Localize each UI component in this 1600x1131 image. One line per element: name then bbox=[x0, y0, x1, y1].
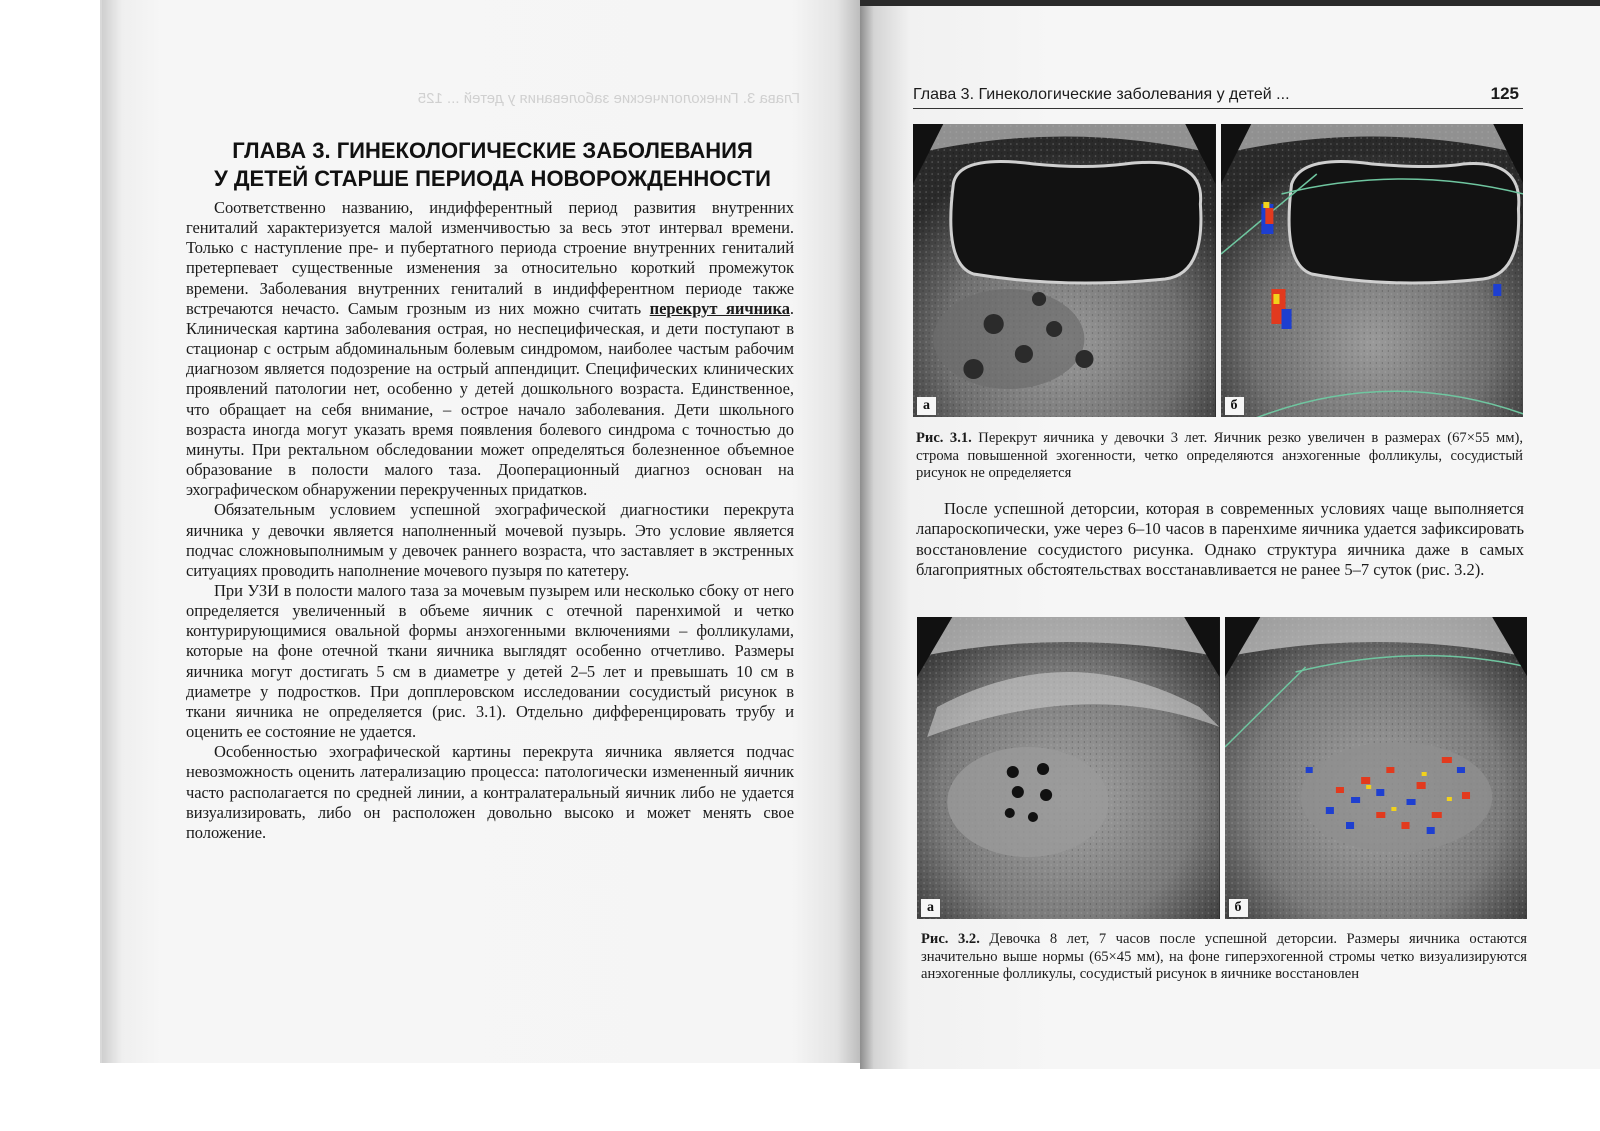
right-body-text bbox=[916, 499, 1524, 581]
bleed-through-header: Глава 3. Гинекологические заболевания у детей ... 125 bbox=[417, 90, 800, 107]
panel-label-a: а bbox=[921, 899, 940, 917]
caption-ref-3-2: Рис. 3.2. bbox=[921, 931, 980, 947]
running-head bbox=[913, 86, 1523, 109]
ultrasound-image-3-2b bbox=[1225, 617, 1528, 919]
chapter-title bbox=[185, 137, 800, 193]
panel-label-b: б bbox=[1229, 899, 1248, 917]
figure-3-2 bbox=[917, 617, 1527, 919]
panel-label-a: а bbox=[917, 397, 936, 415]
paragraph-1: Соответственно названию, индифферентный период развития внутренних гениталий характеризуется малой изменчивостью за весь этот интервал времени. Только с наступление пре- и пубертатного периода строение внутренних гениталий претерпевает существенные изменения за относительно короткий промежуток времени. Заболевания внутренних гениталий в индифферентном периоде также встречаются нечасто. Самым грозным из них можно считать перекрут яичника. Клиническая картина заболевания острая, но неспецифическая, и дети поступают в стационар с острым абдоминальным болевым синдромом, наиболее частым рабочим диагнозом является подозрение на острый аппендицит. Специфических клинических проявлений патологии нет, особенно у детей дошкольного возраста. Единственное, что обращает на себя внимание, – острое начало заболевания. Дети школьного возраста иногда могут указать время появления болевого синдрома с точностью до минуты. При ректальном обследовании может определяться болезненное объемное образование в полости малого таза. Дооперационный диагноз основан на эхографическом обнаружении перекрученных придатков. bbox=[186, 198, 794, 500]
paragraph-2: Обязательным условием успешной эхографической диагностики перекрута яичника у девочки является наполненный мочевой пузырь. Это условие является подчас сложновыполнимым у девочек раннего возраста, что заставляет в экстренных ситуациях проводить наполнение мочевого пузыря по катетеру. bbox=[186, 500, 794, 580]
page-number: 125 bbox=[1490, 84, 1519, 103]
caption-ref-3-1: Рис. 3.1. bbox=[916, 430, 972, 446]
ultrasound-image-3-1b bbox=[1221, 124, 1524, 417]
left-body-text bbox=[186, 198, 794, 843]
key-term-ovarian-torsion: перекрут яичника bbox=[649, 298, 790, 318]
running-head-title: Глава 3. Гинекологические заболевания у детей ... bbox=[913, 86, 1290, 103]
panel-label-b: б bbox=[1225, 397, 1244, 415]
ultrasound-image-3-1a bbox=[913, 124, 1216, 417]
figure-3-1 bbox=[913, 124, 1523, 417]
figure-3-1-caption: Рис. 3.1. Перекрут яичника у девочки 3 лет. Яичник резко увеличен в размерах (67×55 мм), строма повышенной эхогенности, четко определяются анэхогенные фолликулы, сосудистый рисунок не определяется bbox=[916, 430, 1523, 481]
ultrasound-image-3-2a bbox=[917, 617, 1220, 919]
figure-3-2-caption: Рис. 3.2. Девочка 8 лет, 7 часов после успешной деторсии. Размеры яичника остаются значительно выше нормы (65×45 мм), на фоне гиперэхогенной стромы четко визуализируются анэхогенные фолликулы, сосудистый рисунок в яичнике восстановлен bbox=[921, 931, 1527, 982]
paragraph-4: Особенностью эхографической картины перекрута яичника является подчас невозможность оценить латерализацию процесса: патологически измененный яичник часто располагается по средней линии, а контралатеральный яичник либо не удается визуализировать, либо он расположен довольно высоко и может менять свое положение. bbox=[186, 742, 794, 842]
chapter-title-line-2: У ДЕТЕЙ СТАРШЕ ПЕРИОДА НОВОРОЖДЕННОСТИ bbox=[214, 166, 771, 191]
paragraph-detorsion: После успешной деторсии, которая в современных условиях чаще выполняется лапароскопически, уже через 6–10 часов в паренхиме яичника удается зафиксировать восстановление сосудистого рисунка. Однако структура яичника даже в самых благоприятных обстоятельствах восстанавливается не ранее 5–7 суток (рис. 3.2). bbox=[916, 499, 1524, 580]
paragraph-3: При УЗИ в полости малого таза за мочевым пузырем или несколько сбоку от него определяется увеличенный в объеме яичник с отечной паренхимой и четко контурирующимися овальной формы анэхогенными включениями – фолликулами, которые на фоне отечной ткани яичника выглядят особенно отчетливо. Размеры яичника могут достигать 5 см в диаметре у детей 2–5 лет и превышать 10 см в диаметре у подростков. При допплеровском исследовании сосудистый рисунок в ткани яичника не определяется (рис. 3.1). Отдельно дифференцировать трубу и оценить ее состояние не удается. bbox=[186, 580, 794, 742]
chapter-title-line-1: ГЛАВА 3. ГИНЕКОЛОГИЧЕСКИЕ ЗАБОЛЕВАНИЯ bbox=[232, 138, 753, 163]
